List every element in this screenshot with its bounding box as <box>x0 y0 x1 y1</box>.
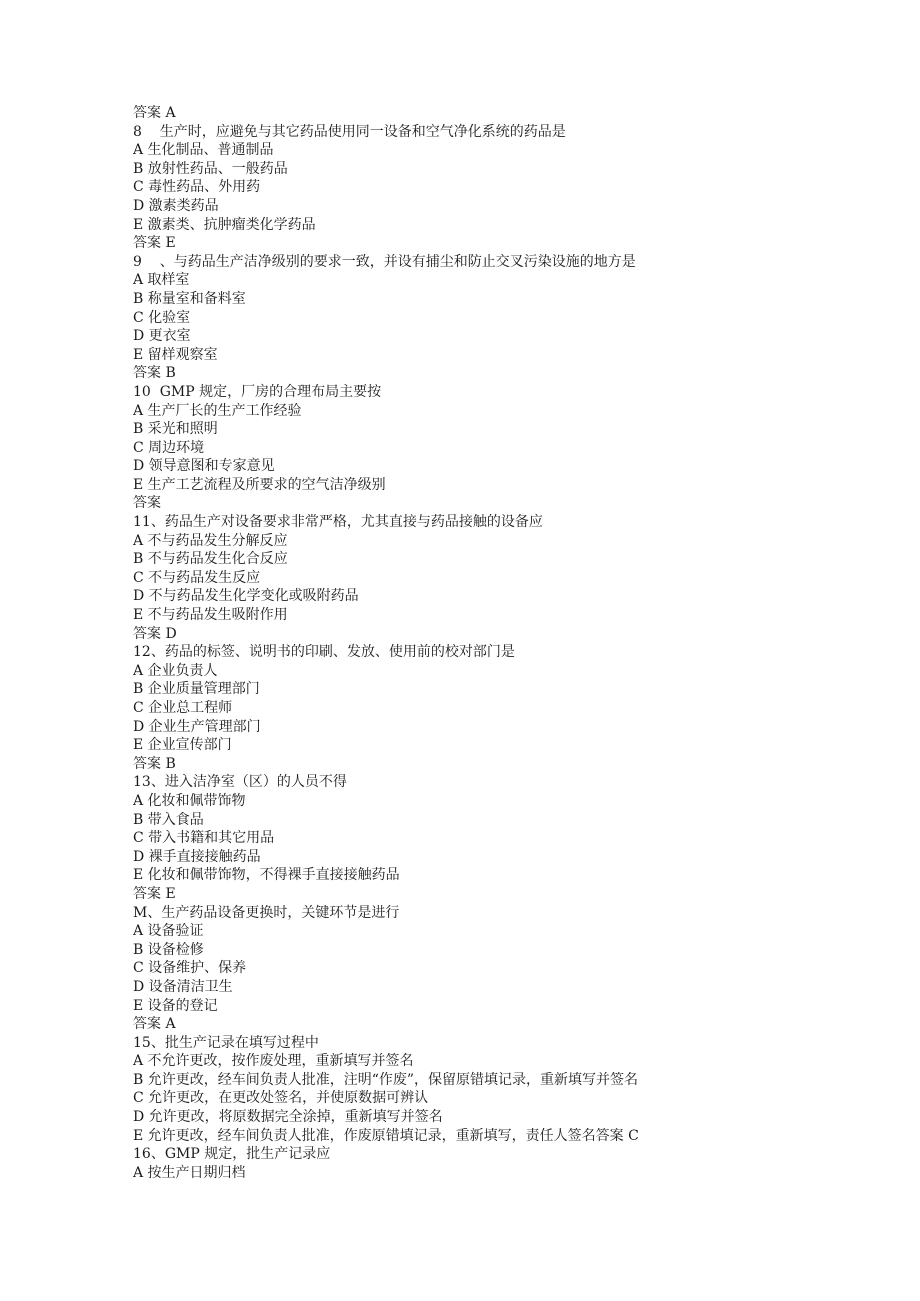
text-line: C 企业总工程师 <box>133 700 233 716</box>
text-line: C 带入书籍和其它用品 <box>133 830 275 847</box>
text-line: D 更衣室 <box>133 328 191 345</box>
text-line: 16、GMP 规定，批生产记录应 <box>133 1146 331 1163</box>
text-line: D 领导意图和专家意见 <box>133 458 275 475</box>
text-line: M、生产药品设备更换时，关键环节是进行 <box>133 904 400 921</box>
text-line: E 化妆和佩带饰物，不得裸手直接接触药品 <box>133 867 400 884</box>
text-line: B 不与药品发生化合反应 <box>133 551 288 568</box>
text-line: C 不与药品发生反应 <box>133 569 261 586</box>
text-line: B 企业质量管理部门 <box>133 681 260 698</box>
text-line: E 留样观察室 <box>133 346 218 363</box>
text-line: 答案 E <box>133 235 176 252</box>
text-line: B 放射性药品、一般药品 <box>133 160 288 177</box>
text-line: A 企业负责人 <box>133 662 218 679</box>
text-line: 12、药品的标签、说明书的印刷、发放、使用前的校对部门是 <box>133 644 515 661</box>
text-line: C 允许更改，在更改处签名，并使原数据可辨认 <box>133 1090 429 1107</box>
text-line: B 带入食品 <box>133 811 204 828</box>
text-line: D 不与药品发生化学变化或吸附药品 <box>133 588 359 605</box>
text-line: A 不允许更改，按作废处理，重新填写并签名 <box>133 1053 414 1070</box>
text-line: A 按生产日期归档 <box>133 1164 246 1181</box>
text-line: E 设备的登记 <box>133 997 218 1014</box>
text-line: B 允许更改，经车间负责人批准，注明“作废”，保留原错填记录，重新填写并签名 <box>133 1071 639 1088</box>
text-line: 答案 D <box>133 625 177 642</box>
text-line: 15、批生产记录在填写过程中 <box>133 1034 319 1051</box>
text-line: 答案 B <box>133 365 176 382</box>
text-line: A 生产厂长的生产工作经验 <box>133 402 302 419</box>
text-line: E 激素类、抗肿瘤类化学药品 <box>133 216 316 233</box>
text-line: A 化妆和佩带饰物 <box>133 792 246 809</box>
text-line: 13、进入洁净室（区）的人员不得 <box>133 774 347 791</box>
text-line: 答案 <box>133 495 161 512</box>
text-line: 答案 B <box>133 755 176 772</box>
text-line: 8 生产时，应避免与其它药品使用同一设备和空气净化系统的药品是 <box>133 123 566 140</box>
text-line: 答案 A <box>133 1016 176 1033</box>
text-line: E 允许更改，经车间负责人批准，作废原错填记录，重新填写，责任人签名答案 C <box>133 1127 639 1144</box>
text-line: 9 、与药品生产洁净级别的要求一致，并设有捕尘和防止交叉污染设施的地方是 <box>133 253 636 270</box>
text-line: A 设备验证 <box>133 923 204 940</box>
text-line: A 取样室 <box>133 272 190 289</box>
text-line: C 化验室 <box>133 309 191 326</box>
text-line: D 裸手直接接触药品 <box>133 848 261 865</box>
text-line: D 设备清洁卫生 <box>133 978 233 995</box>
text-line: 答案 A <box>133 105 176 121</box>
text-line: 10 GMP 规定，厂房的合理布局主要按 <box>133 383 382 400</box>
text-line: E 企业宣传部门 <box>133 737 232 754</box>
document-body <box>133 104 893 1182</box>
text-line: B 设备检修 <box>133 941 204 958</box>
text-line: 11、药品生产对设备要求非常严格，尤其直接与药品接触的设备应 <box>133 514 543 531</box>
text-line: 答案 E <box>133 885 176 902</box>
text-line: D 激素类药品 <box>133 197 219 214</box>
text-line: C 周边环境 <box>133 439 205 456</box>
text-line: D 企业生产管理部门 <box>133 718 261 735</box>
text-line: B 称量室和备料室 <box>133 290 246 307</box>
text-line: B 采光和照明 <box>133 421 218 438</box>
text-line: A 生化制品、普通制品 <box>133 142 274 159</box>
text-line: C 设备维护、保养 <box>133 960 247 977</box>
text-line: A 不与药品发生分解反应 <box>133 532 288 549</box>
text-line: C 毒性药品、外用药 <box>133 179 261 196</box>
text-line: E 生产工艺流程及所要求的空气洁净级别 <box>133 476 386 493</box>
text-line: E 不与药品发生吸附作用 <box>133 607 288 624</box>
text-line: D 允许更改，将原数据完全涂掉，重新填写并签名 <box>133 1109 443 1126</box>
